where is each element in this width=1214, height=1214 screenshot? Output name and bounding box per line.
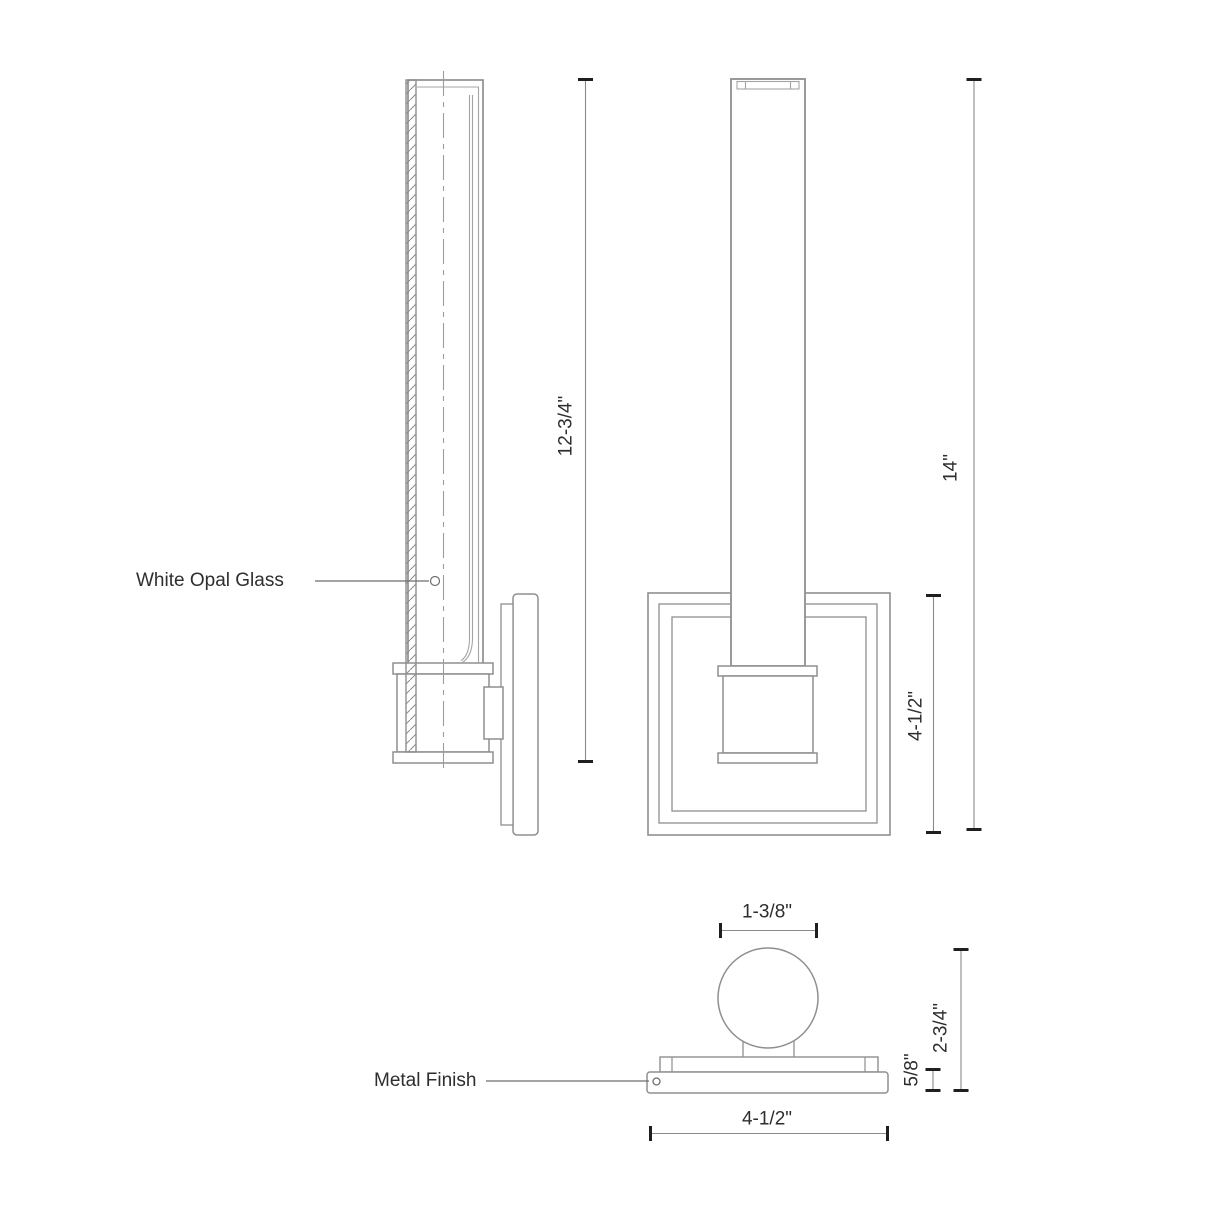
front-collar-bottom-flange	[718, 753, 817, 763]
side-hatch-strip	[406, 80, 416, 752]
dim-glass-length	[578, 79, 593, 762]
front-collar-body	[723, 676, 813, 753]
dim-text-overall-depth: 2-3/4"	[930, 1002, 952, 1054]
dim-text-overall-height: 14"	[940, 454, 962, 482]
front-view	[648, 79, 890, 835]
plan-globe	[718, 948, 818, 1048]
side-wall-plate	[513, 594, 538, 835]
plan-upper-plate	[660, 1057, 878, 1072]
dim-overall-height	[967, 79, 982, 830]
dim-text-plate-thickness: 5/8"	[901, 1053, 923, 1087]
side-knob	[484, 687, 503, 739]
front-collar-top-flange	[718, 666, 817, 676]
dim-overall-depth	[954, 949, 969, 1091]
plan-view	[647, 948, 888, 1093]
dim-backplate-height	[926, 595, 941, 833]
side-view	[393, 71, 538, 835]
dim-tube-diameter	[720, 923, 817, 938]
finish-label: Metal Finish	[374, 1070, 477, 1091]
plan-screw-hole	[653, 1078, 660, 1085]
front-glass-tube	[731, 79, 805, 666]
dim-text-glass-length: 12-3/4"	[555, 395, 577, 457]
dim-text-backplate-height: 4-1/2"	[905, 690, 927, 742]
dim-text-backplate-width: 4-1/2"	[741, 1108, 793, 1130]
side-glass-tube	[408, 80, 483, 665]
glass-label: White Opal Glass	[136, 570, 284, 591]
dim-text-tube-diameter: 1-3/8"	[741, 901, 793, 923]
plan-lower-plate	[647, 1072, 888, 1093]
dim-plate-thickness	[926, 1069, 941, 1091]
